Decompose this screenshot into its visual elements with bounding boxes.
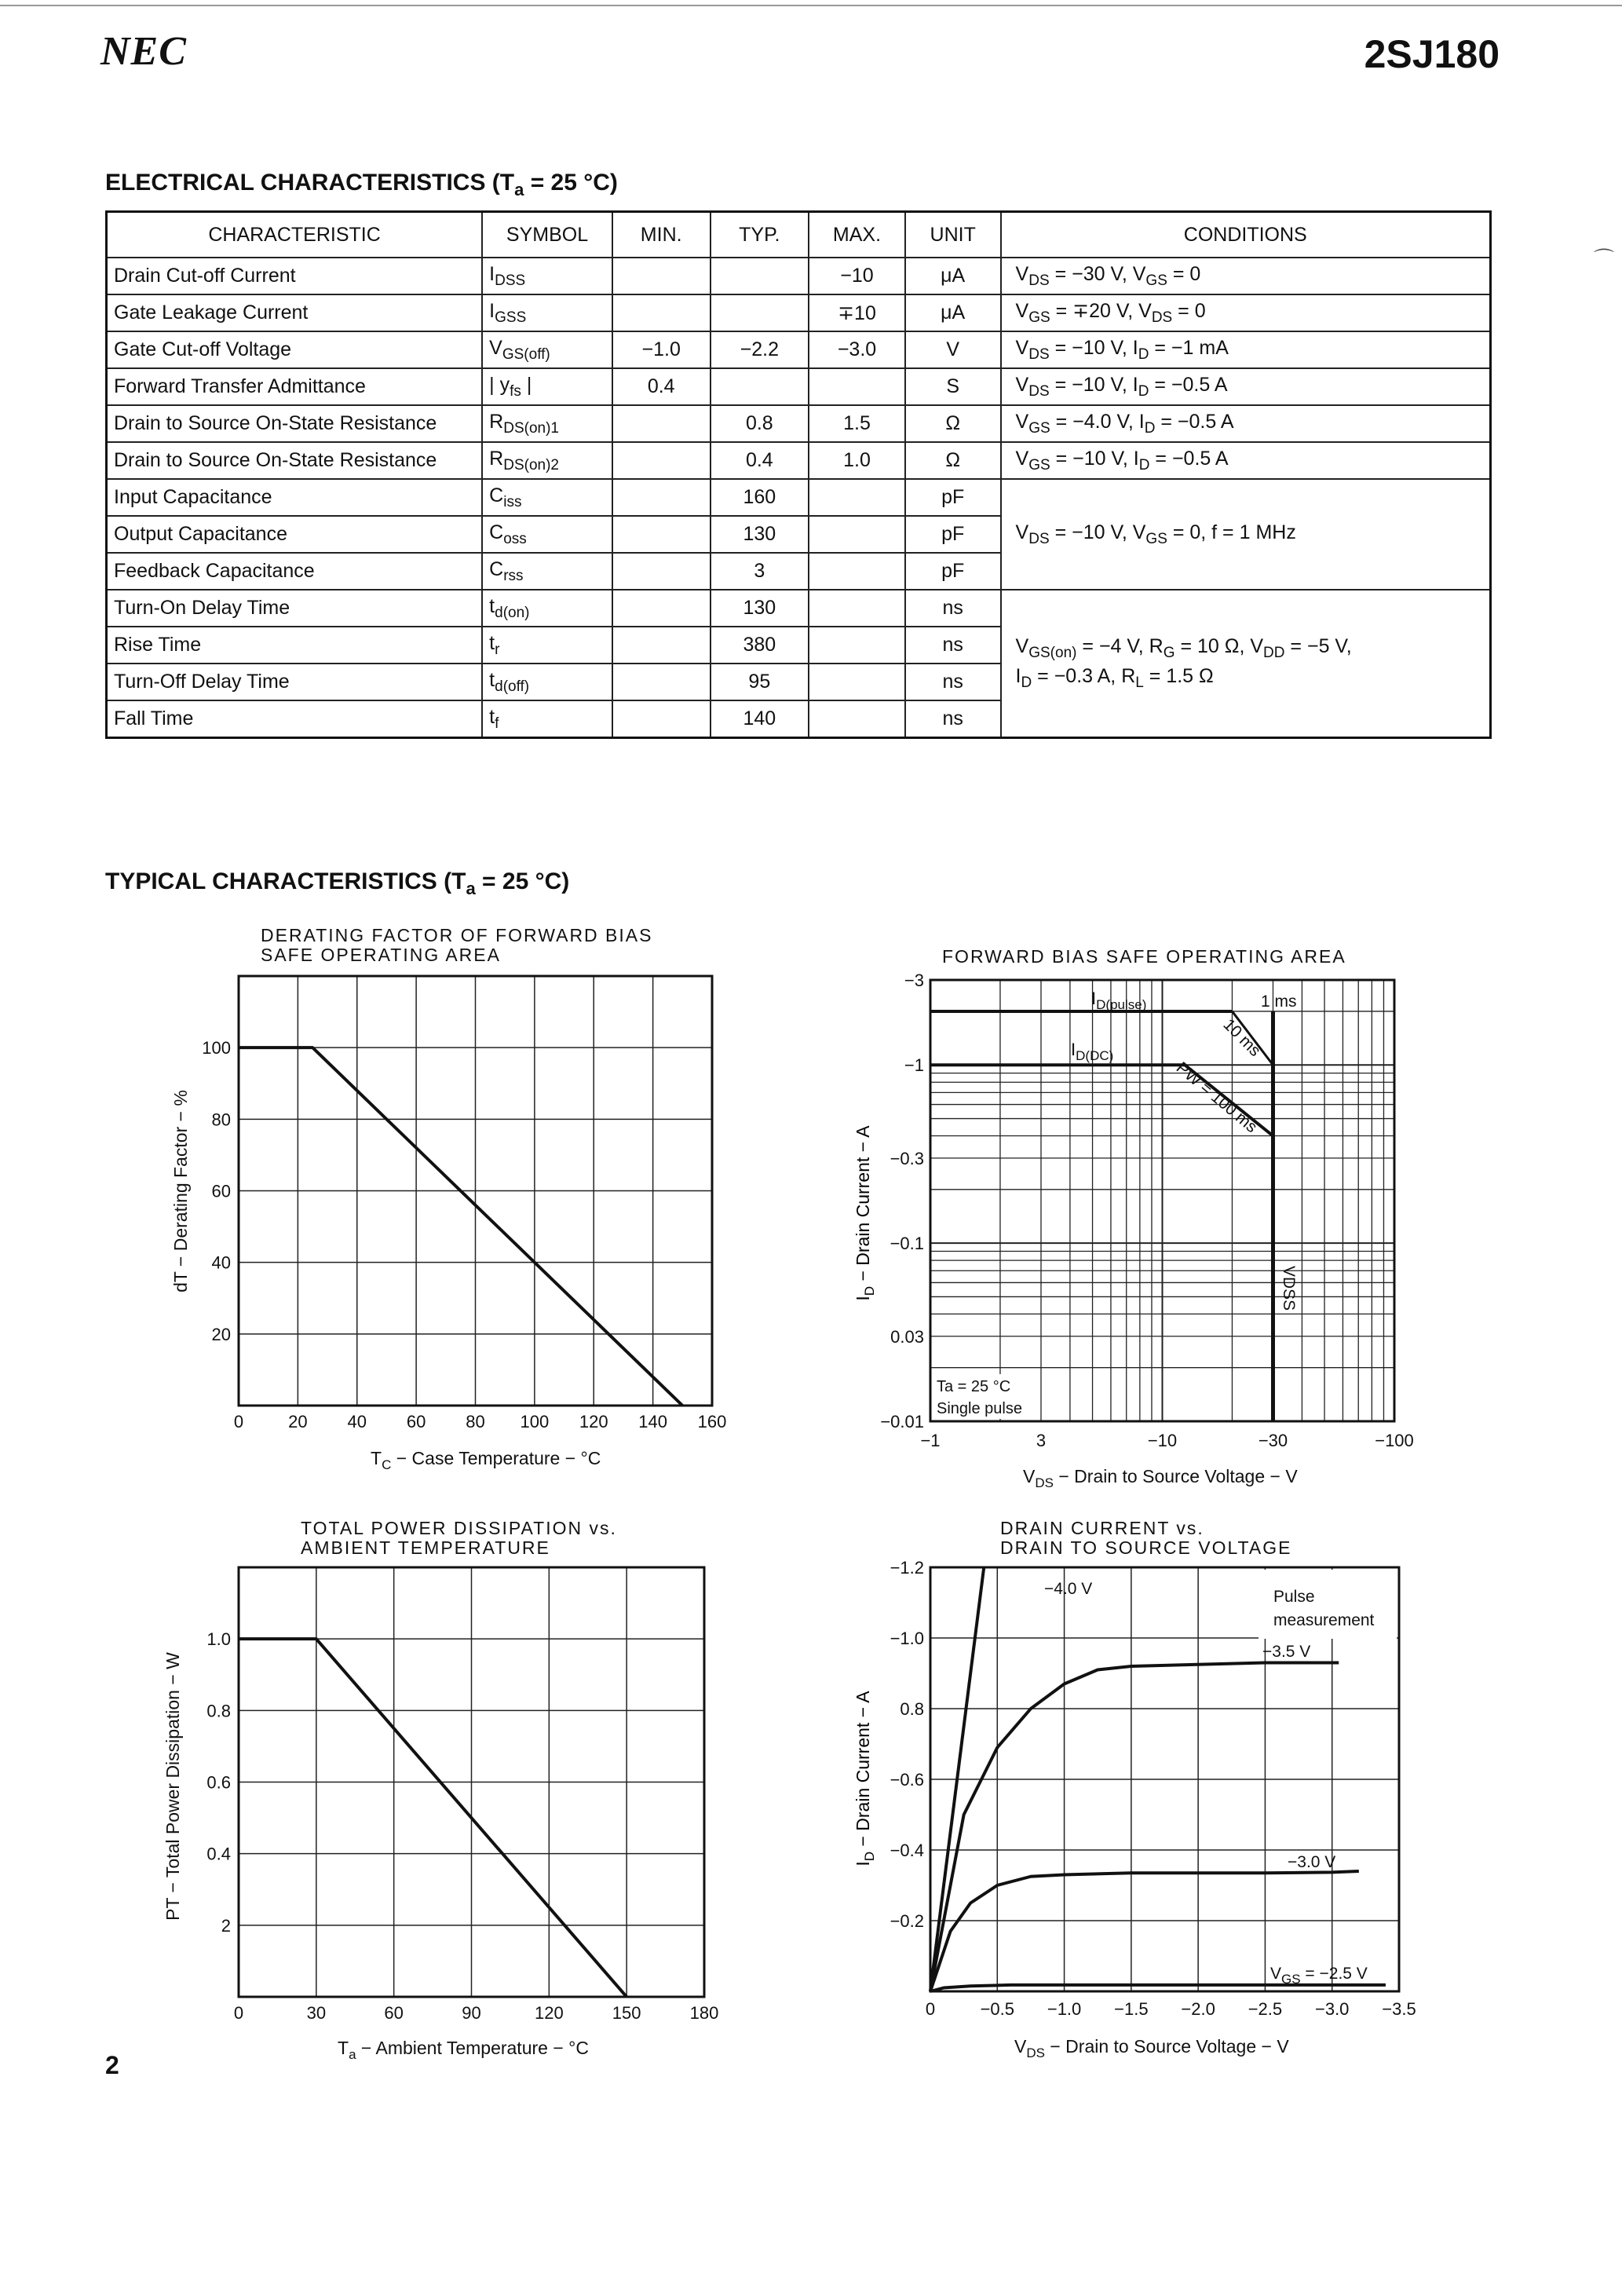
x-tick-label: 120 [579,1412,608,1431]
pulse-note: Pulse [1273,1588,1315,1606]
conditions-cell: $V_{DS} = -10$ V, $V_{GS} = 0$, f = 1 MHz [1001,479,1491,590]
characteristic-cell: Rise Time [107,627,483,664]
x-tick-label: −3.0 [1314,1999,1350,2019]
typ-cell: 380 [711,627,809,664]
characteristic-cell: Gate Leakage Current [107,294,483,331]
symbol-cell: $R_{DS(on)1}$ [482,405,612,442]
t10ms-label: 10 ms [1219,1015,1265,1060]
symbol-cell: $t_{d(off)}$ [482,664,612,700]
x-tick-label: 100 [520,1412,550,1431]
id-pulse-label: $I_{D(pulse)}$ [1091,989,1147,1012]
typ-cell: 140 [711,700,809,738]
conditions-cell: $V_{GS} = \mp 20$ V, $V_{DS} = 0$ [1001,294,1491,331]
y-tick-label: 80 [211,1110,231,1130]
unit-cell: ns [905,700,1001,738]
drain-current-chart [853,1518,1416,2060]
symbol-cell: $C_{oss}$ [482,516,612,553]
column-header: CHARACTERISTIC [107,212,483,258]
y-axis-label: $I_D$ − Drain Current − A [853,1125,877,1301]
x-tick-label: 20 [288,1412,308,1431]
chart-title: SAFE OPERATING AREA [261,945,501,965]
x-axis-label: $T_a$ − Ambient Temperature − °C [338,2038,589,2062]
x-tick-label: 140 [638,1412,667,1431]
conditions-cell: $V_{DS} = -10$ V, $I_D = -0.5$ A [1001,368,1491,405]
y-tick-label: −1.2 [890,1558,924,1578]
characteristic-cell: Output Capacitance [107,516,483,553]
conditions-cell: $V_{GS(on)} = -4$ V, $R_G = 10$ Ω, $V_{DD} = -5$ V, $I_D = -0.3$ A, $R_L = 1.5$ Ω [1001,590,1491,738]
x-tick-label: 60 [406,1412,426,1431]
y-tick-label: 0.03 [890,1326,924,1347]
id-dc-label: $I_{D(DC)}$ [1071,1040,1114,1063]
column-header: CONDITIONS [1001,212,1491,258]
chart-title: TOTAL POWER DISSIPATION vs. [301,1518,617,1538]
y-tick-label: 60 [211,1181,231,1201]
power-dissipation-chart [163,1518,718,2062]
x-tick-label: 0 [233,2003,244,2023]
min-cell: 0.4 [612,368,711,405]
typ-cell: 3 [711,553,809,590]
characteristic-cell: Drain Cut-off Current [107,258,483,294]
x-axis-label: $T_C$ − Case Temperature − °C [371,1448,601,1472]
x-tick-label: 60 [384,2003,404,2023]
x-tick-label: 150 [612,2003,641,2023]
curve-label-25v: $V_{GS} = -2.5$ V [1270,1965,1368,1987]
conditions-cell: $V_{DS} = -10$ V, $I_D = -1$ mA [1001,331,1491,368]
typ-cell: 160 [711,479,809,516]
y-tick-label: 40 [211,1252,231,1273]
unit-cell: ns [905,627,1001,664]
min-cell: −1.0 [612,331,711,368]
safe-operating-area-chart [853,946,1414,1490]
y-tick-label: −3 [904,971,924,990]
conditions-cell: $V_{GS} = -10$ V, $I_D = -0.5$ A [1001,442,1491,479]
derating-factor-chart [170,925,726,1472]
unit-cell: pF [905,553,1001,590]
y-axis-label: dT − Derating Factor − % [170,1090,191,1292]
max-cell: ∓10 [809,294,905,331]
x-tick-label: 120 [534,2003,564,2023]
y-tick-label: 0.8 [900,1699,924,1719]
y-tick-label: −0.01 [880,1412,924,1431]
y-tick-label: 2 [221,1915,231,1936]
x-tick-label: −10 [1147,1431,1178,1450]
unit-cell: Ω [905,405,1001,442]
x-tick-label: 0 [233,1412,244,1431]
single-pulse-note: Single pulse [937,1400,1022,1417]
x-tick-label: 40 [347,1412,367,1431]
page-number: 2 [105,2051,119,2079]
y-tick-label: 20 [211,1324,231,1344]
characteristic-cell: Turn-On Delay Time [107,590,483,627]
x-tick-label: 0 [925,1999,936,2019]
t1ms-label: 1 ms [1261,993,1297,1011]
characteristic-cell: Input Capacitance [107,479,483,516]
typical-characteristics-title: TYPICAL CHARACTERISTICS ($T_a = 25$ °C) [105,868,570,898]
pw-label: PW = 100 ms [1172,1058,1261,1137]
characteristic-cell: Drain to Source On-State Resistance [107,442,483,479]
ta-note: Ta = 25 °C [937,1378,1011,1395]
x-tick-label: −30 [1258,1431,1288,1450]
electrical-characteristics-title: ELECTRICAL CHARACTERISTICS ($T_a = 25$ °C) [105,170,618,199]
symbol-cell: $V_{GS(off)}$ [482,331,612,368]
x-tick-label: −100 [1375,1431,1414,1450]
y-tick-label: 100 [202,1038,231,1058]
company-logo: NEC [100,29,187,74]
curve-label-4v: −4.0 V [1044,1580,1093,1598]
curve-label-3v: −3.0 V [1288,1853,1336,1871]
typ-cell: 0.4 [711,442,809,479]
y-tick-label: −1 [904,1055,924,1076]
characteristic-cell: Feedback Capacitance [107,553,483,590]
typ-cell: 0.8 [711,405,809,442]
max-cell: −10 [809,258,905,294]
y-axis-label: $I_D$ − Drain Current − A [853,1691,877,1866]
characteristic-cell: Turn-Off Delay Time [107,664,483,700]
y-tick-label: −0.1 [890,1234,924,1254]
typ-cell: 130 [711,590,809,627]
y-tick-label: −0.4 [890,1841,924,1860]
max-cell: 1.5 [809,405,905,442]
y-tick-label: −1.0 [890,1629,924,1648]
symbol-cell: $C_{iss}$ [482,479,612,516]
column-header: SYMBOL [482,212,612,258]
y-axis-label: PT − Total Power Dissipation − W [163,1652,183,1921]
column-header: UNIT [905,212,1001,258]
symbol-cell: $t_f$ [482,700,612,738]
characteristic-cell: Gate Cut-off Voltage [107,331,483,368]
unit-cell: pF [905,479,1001,516]
symbol-cell: $R_{DS(on)2}$ [482,442,612,479]
y-tick-label: −0.3 [890,1148,924,1168]
derating-curve [239,1047,682,1406]
drain-curve [930,1663,1339,1992]
characteristic-cell: Fall Time [107,700,483,738]
unit-cell: μA [905,294,1001,331]
unit-cell: V [905,331,1001,368]
x-axis-label: $V_{DS}$ − Drain to Source Voltage − V [1014,2036,1289,2060]
y-tick-label: 0.4 [206,1844,231,1864]
symbol-cell: $t_{d(on)}$ [482,590,612,627]
typ-cell: −2.2 [711,331,809,368]
symbol-cell: $I_{DSS}$ [482,258,612,294]
y-tick-label: −0.6 [890,1770,924,1790]
margin-mark: ⌒ [1594,247,1615,271]
y-tick-label: 0.6 [206,1772,231,1793]
symbol-cell: $I_{GSS}$ [482,294,612,331]
x-tick-label: 3 [1036,1431,1047,1450]
y-tick-label: −0.2 [890,1911,924,1931]
unit-cell: pF [905,516,1001,553]
part-number: 2SJ180 [1364,32,1500,76]
x-tick-label: −2.0 [1181,1999,1215,2019]
x-tick-label: 30 [306,2003,327,2023]
column-header: TYP. [711,212,809,258]
curve-label-35v: −3.5 V [1262,1643,1311,1661]
symbol-cell: $C_{rss}$ [482,553,612,590]
chart-title: FORWARD BIAS SAFE OPERATING AREA [942,946,1346,967]
chart-title: DRAIN TO SOURCE VOLTAGE [1000,1537,1292,1558]
x-axis-label: $V_{DS}$ − Drain to Source Voltage − V [1023,1466,1298,1490]
chart-title: DERATING FACTOR OF FORWARD BIAS [261,925,653,945]
conditions-cell: $V_{DS} = -30$ V, $V_{GS} = 0$ [1001,258,1491,294]
column-header: MAX. [809,212,905,258]
max-cell: −3.0 [809,331,905,368]
max-cell: 1.0 [809,442,905,479]
typ-cell: 130 [711,516,809,553]
x-tick-label: 90 [462,2003,481,2023]
unit-cell: S [905,368,1001,405]
x-tick-label: −1 [920,1431,941,1450]
x-tick-label: 80 [466,1412,485,1431]
chart-title: DRAIN CURRENT vs. [1000,1518,1204,1538]
x-tick-label: −1.0 [1047,1999,1082,2019]
power-curve [239,1639,627,1997]
column-header: MIN. [612,212,711,258]
x-tick-label: −1.5 [1114,1999,1149,2019]
unit-cell: μA [905,258,1001,294]
x-tick-label: −2.5 [1248,1999,1283,2019]
conditions-cell: $V_{GS} = -4.0$ V, $I_D = -0.5$ A [1001,405,1491,442]
x-tick-label: −0.5 [980,1999,1015,2019]
unit-cell: ns [905,590,1001,627]
vdss-label: VDSS [1280,1266,1298,1311]
unit-cell: ns [905,664,1001,700]
symbol-cell: | $y_{fs}$ | [482,368,612,405]
typ-cell: 95 [711,664,809,700]
y-tick-label: 0.8 [206,1701,231,1721]
characteristic-cell: Drain to Source On-State Resistance [107,405,483,442]
x-tick-label: −3.5 [1382,1999,1416,2019]
x-tick-label: 160 [697,1412,727,1431]
unit-cell: Ω [905,442,1001,479]
chart-title: AMBIENT TEMPERATURE [301,1537,550,1558]
pulse-note: measurement [1273,1611,1375,1629]
x-tick-label: 180 [689,2003,719,2023]
symbol-cell: $t_r$ [482,627,612,664]
y-tick-label: 1.0 [206,1629,231,1650]
characteristic-cell: Forward Transfer Admittance [107,368,483,405]
